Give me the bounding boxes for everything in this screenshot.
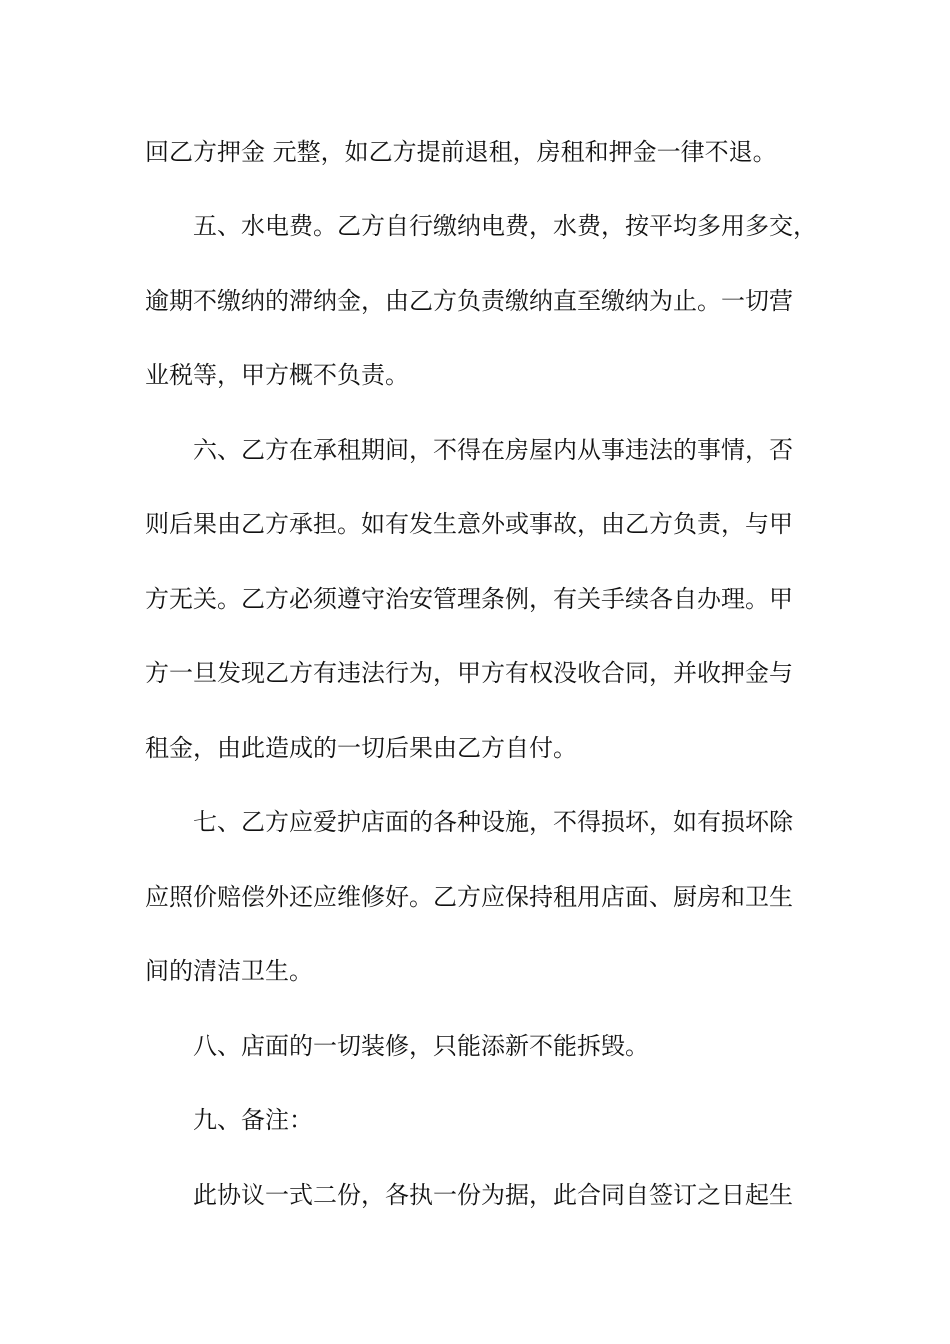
- text-line-9: 租金，由此造成的一切后果由乙方自付。: [145, 734, 577, 762]
- text-line-12: 间的清洁卫生。: [145, 957, 313, 985]
- text-line-1: 回乙方押金 元整，如乙方提前退租，房租和押金一律不退。: [145, 138, 777, 166]
- text-line-7: 方无关。乙方必须遵守治安管理条例，有关手续各自办理。甲: [145, 585, 793, 613]
- text-line-4: 业税等，甲方概不负责。: [145, 361, 409, 389]
- text-line-3: 逾期不缴纳的滞纳金，由乙方负责缴纳直至缴纳为止。一切营: [145, 287, 793, 315]
- closing-paragraph-text: 此协议一式二份，各执一份为据，此合同自签订之日起生: [193, 1181, 793, 1209]
- clause-5-text: 五、水电费。乙方自行缴纳电费，水费，按平均多用多交，: [193, 212, 817, 240]
- text-line-11: 应照价赔偿外还应维修好。乙方应保持租用店面、厨房和卫生: [145, 883, 793, 911]
- clause-6-text: 六、乙方在承租期间，不得在房屋内从事违法的事情，否: [193, 436, 793, 464]
- clause-7-text: 七、乙方应爱护店面的各种设施，不得损坏，如有损坏除: [193, 808, 793, 836]
- clause-9-heading: 九、备注：: [193, 1106, 313, 1134]
- text-line-6: 则后果由乙方承担。如有发生意外或事故，由乙方负责，与甲: [145, 510, 793, 538]
- clause-8-text: 八、店面的一切装修，只能添新不能拆毁。: [193, 1032, 649, 1060]
- text-line-8: 方一旦发现乙方有违法行为，甲方有权没收合同，并收押金与: [145, 659, 793, 687]
